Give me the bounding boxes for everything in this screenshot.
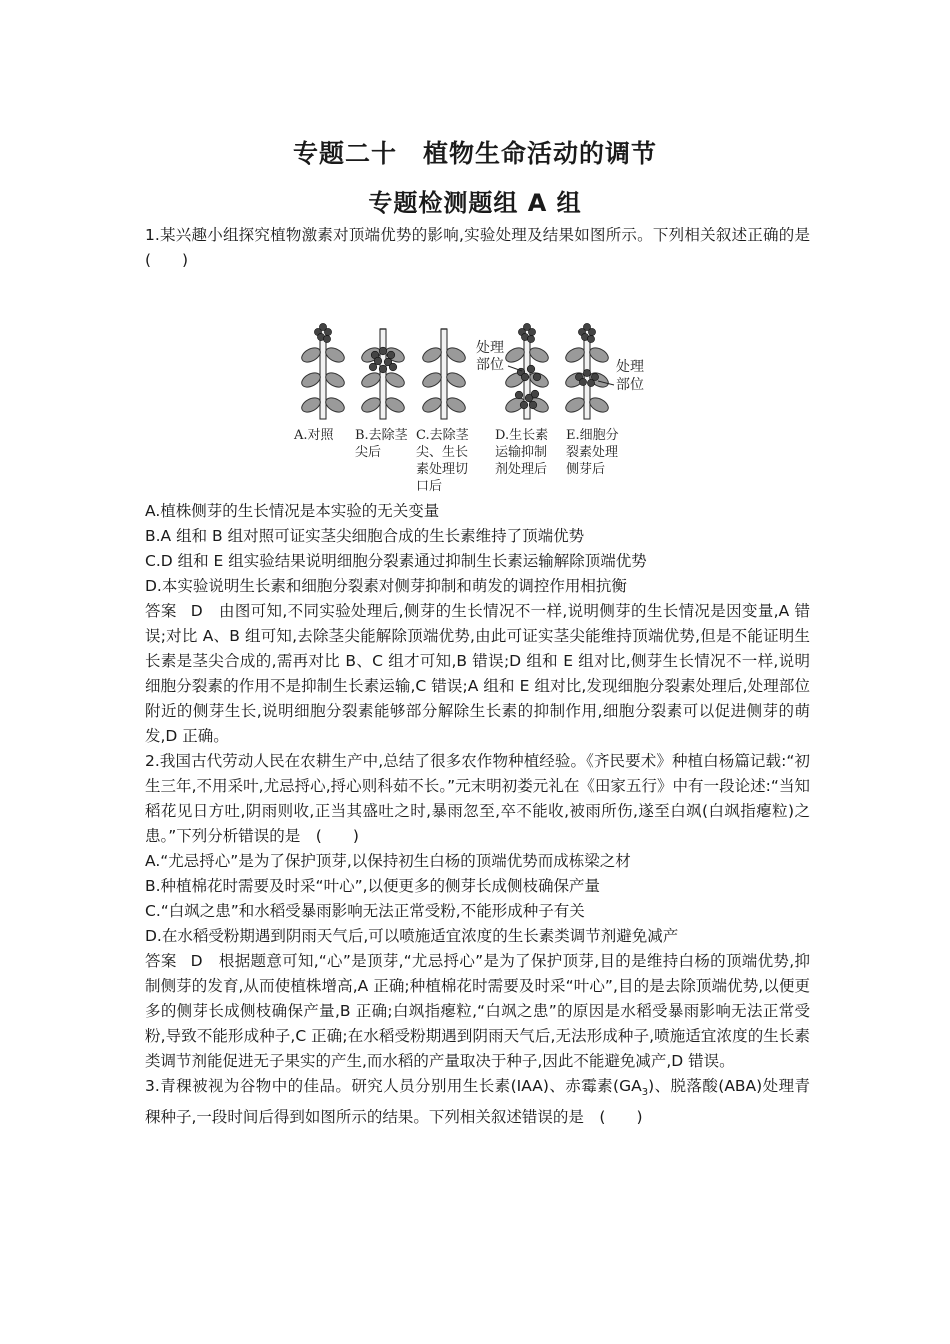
- plant-leaf: [527, 345, 550, 365]
- plant-leaf: [444, 395, 467, 415]
- q3-stem-part1: 3.青稞被视为谷物中的佳品。研究人员分别用生长素(IAA)、赤霉素(GA: [145, 1077, 642, 1095]
- annot-e-line2: 部位: [616, 377, 644, 393]
- q1-stem: 1.某兴趣小组探究植物激素对顶端优势的影响,实验处理及结果如图所示。下列相关叙述正确的是 ( ): [145, 226, 826, 269]
- lateral-bud: [533, 373, 541, 381]
- answer-explanation: 由图可知,不同实验处理后,侧芽的生长情况不一样,说明侧芽的生长情况是因变量,A 错误;对比 A、B 组可知,去除茎尖能解除顶端优势,由此可证实茎尖能维持顶端优势,但是不能证明生长素是茎尖合成的,需再对比 B、C 组才可知,B 错误;D 组和 E 组对比,侧芽生长情况不一样,说明细胞分裂素的作用不是抑制生长素运输,C 错误;A 组和 E 组对比,发现细胞分裂素处理后,处理部位附近的侧芽生长,说明细胞分裂素能够部分解除生长素的抑制作用,细胞分裂素可以促进侧芽的萌发,D 正确。: [145, 602, 810, 745]
- plant-leaf: [563, 345, 586, 365]
- plant-leaf: [503, 345, 526, 365]
- plant-leaf: [444, 345, 467, 365]
- plant-group-label: D.生长素: [495, 428, 549, 443]
- lateral-bud: [379, 347, 387, 355]
- plant-group-label: 运输抑制: [495, 445, 548, 460]
- answer-explanation: 根据题意可知,“心”是顶芽,“尤忌捋心”是为了保护顶芽,目的是维持白杨的顶端优势,抑制侧芽的发育,从而使植株增高,A 正确;种植棉花时需要及时采“叶心”,目的是去除顶端优势,以便更多的侧芽长成侧枝确保产量,B 正确;白飒指瘪粒,“白飒之患”的原因是水稻受暴雨影响无法正常受粉,导致不能形成种子,C 正确;在水稻受粉期遇到阴雨天气后,无法形成种子,喷施适宜浓度的生长素类调节剂能促进无子果实的产生,而水稻的产量取决于种子,因此不能避免减产,D 错误。: [145, 952, 810, 1070]
- q2-stem: 2.我国古代劳动人民在农耕生产中,总结了很多农作物种植经验。《齐民要术》种植白杨篇记载:“初生三年,不用采叶,尤忌捋心,捋心则科茹不长。”元末明初娄元礼在《田家五行》中有一段论述:“当知稻花见日方吐,阴雨则收,正当其盛吐之时,暴雨忽至,卒不能收,被雨所伤,遂至白飒(白飒指瘪粒)之患。”下列分析错误的是 ( ): [145, 752, 810, 845]
- plant-stem: [441, 329, 447, 419]
- lateral-bud: [583, 369, 590, 376]
- lateral-bud: [521, 373, 529, 381]
- plant-leaf: [420, 370, 443, 390]
- page-subtitle: 专题检测题组 A 组: [368, 189, 582, 217]
- plant-leaf: [383, 370, 406, 390]
- plant-leaf: [299, 370, 322, 390]
- q1-option-c: C.D 组和 E 组实验结果说明细胞分裂素通过抑制生长素运输解除顶端优势: [145, 552, 647, 570]
- plant-group-label: E.细胞分: [566, 428, 619, 443]
- plant-stem: [380, 329, 386, 419]
- plant-leaf: [587, 395, 610, 415]
- lateral-bud: [587, 379, 594, 386]
- plant-stem: [320, 329, 326, 419]
- plant-leaf: [587, 345, 610, 365]
- answer-letter: D: [190, 952, 203, 970]
- lateral-bud: [529, 401, 537, 409]
- bud-dot: [324, 328, 331, 335]
- plant-group-label: 尖后: [355, 445, 382, 460]
- plant-group-label: 口后: [416, 479, 443, 494]
- answer-label: 答案: [145, 952, 177, 970]
- plant-leaf: [359, 370, 382, 390]
- q1-answer: [145, 599, 810, 749]
- plant-leaf: [323, 345, 346, 365]
- q1-option-b: B.A 组和 B 组对照可证实茎尖细胞合成的生长素维持了顶端优势: [145, 527, 585, 545]
- bud-dot: [528, 328, 535, 335]
- plant-leaf: [383, 395, 406, 415]
- lateral-bud: [387, 351, 395, 359]
- lateral-bud: [389, 363, 397, 371]
- q2-option-a: A.“尤忌捋心”是为了保护顶芽,以保持初生白杨的顶端优势而成栋梁之材: [145, 852, 631, 870]
- annot-e-line1: 处理: [616, 359, 644, 375]
- plant-leaf: [420, 345, 443, 365]
- bud-dot: [323, 335, 330, 342]
- plant-group-label: 剂处理后: [495, 462, 548, 477]
- plant-group-label: 尖、生长: [416, 445, 469, 460]
- plant-group-label: C.去除茎: [416, 428, 469, 443]
- plant-leaf: [420, 395, 443, 415]
- plant-group-label: 素处理切: [416, 462, 469, 477]
- lateral-bud: [515, 391, 523, 399]
- page-title: 专题二十 植物生命活动的调节: [292, 139, 657, 168]
- answer-letter: D: [190, 602, 203, 620]
- plant-leaf: [323, 370, 346, 390]
- bud-dot: [588, 328, 595, 335]
- lateral-bud: [531, 390, 539, 398]
- lateral-bud: [369, 363, 377, 371]
- lateral-bud: [579, 378, 586, 385]
- q3-stem-part2: )、脱落酸(ABA)处理青稞种子,一段时间后得到如图所示的结果。下列相关叙述错误的是 ( ): [145, 1077, 810, 1127]
- q2-option-d: D.在水稻受粉期遇到阴雨天气后,可以喷施适宜浓度的生长素类调节剂避免减产: [145, 927, 679, 945]
- lateral-bud: [527, 365, 535, 373]
- lateral-bud: [379, 365, 387, 373]
- q2-option-c: C.“白飒之患”和水稻受暴雨影响无法正常受粉,不能形成种子有关: [145, 902, 585, 920]
- q3-stem-subscript: 3: [641, 1087, 649, 1099]
- q1-figure: [145, 277, 810, 499]
- plant-group-label: 裂素处理: [566, 445, 619, 460]
- plant-group-label: A.对照: [294, 428, 334, 443]
- plant-leaf: [323, 395, 346, 415]
- annot-d-line1: 处理: [476, 340, 504, 356]
- q2-option-b: B.种植棉花时需要及时采“叶心”,以便更多的侧芽长成侧枝确保产量: [145, 877, 601, 895]
- answer-label: 答案: [145, 602, 177, 620]
- q2-answer: [145, 949, 810, 1074]
- bud-dot: [527, 335, 534, 342]
- plant-experiment-diagram: [294, 277, 660, 499]
- plant-leaf: [299, 395, 322, 415]
- bud-dot: [587, 335, 594, 342]
- plant-group-label: 侧芽后: [566, 462, 606, 477]
- plant-leaf: [359, 395, 382, 415]
- lateral-bud: [520, 401, 528, 409]
- q1-option-d: D.本实验说明生长素和细胞分裂素对侧芽抑制和萌发的调控作用相抗衡: [145, 577, 627, 595]
- plant-leaf: [444, 370, 467, 390]
- annot-d-line2: 部位: [476, 357, 504, 373]
- plant-group-label: B.去除茎: [355, 428, 408, 443]
- plant-leaf: [299, 345, 322, 365]
- q3-stem: [145, 1074, 810, 1130]
- q1-option-a: A.植株侧芽的生长情况是本实验的无关变量: [145, 502, 440, 520]
- content-body: [145, 223, 826, 1130]
- plant-leaf: [563, 395, 586, 415]
